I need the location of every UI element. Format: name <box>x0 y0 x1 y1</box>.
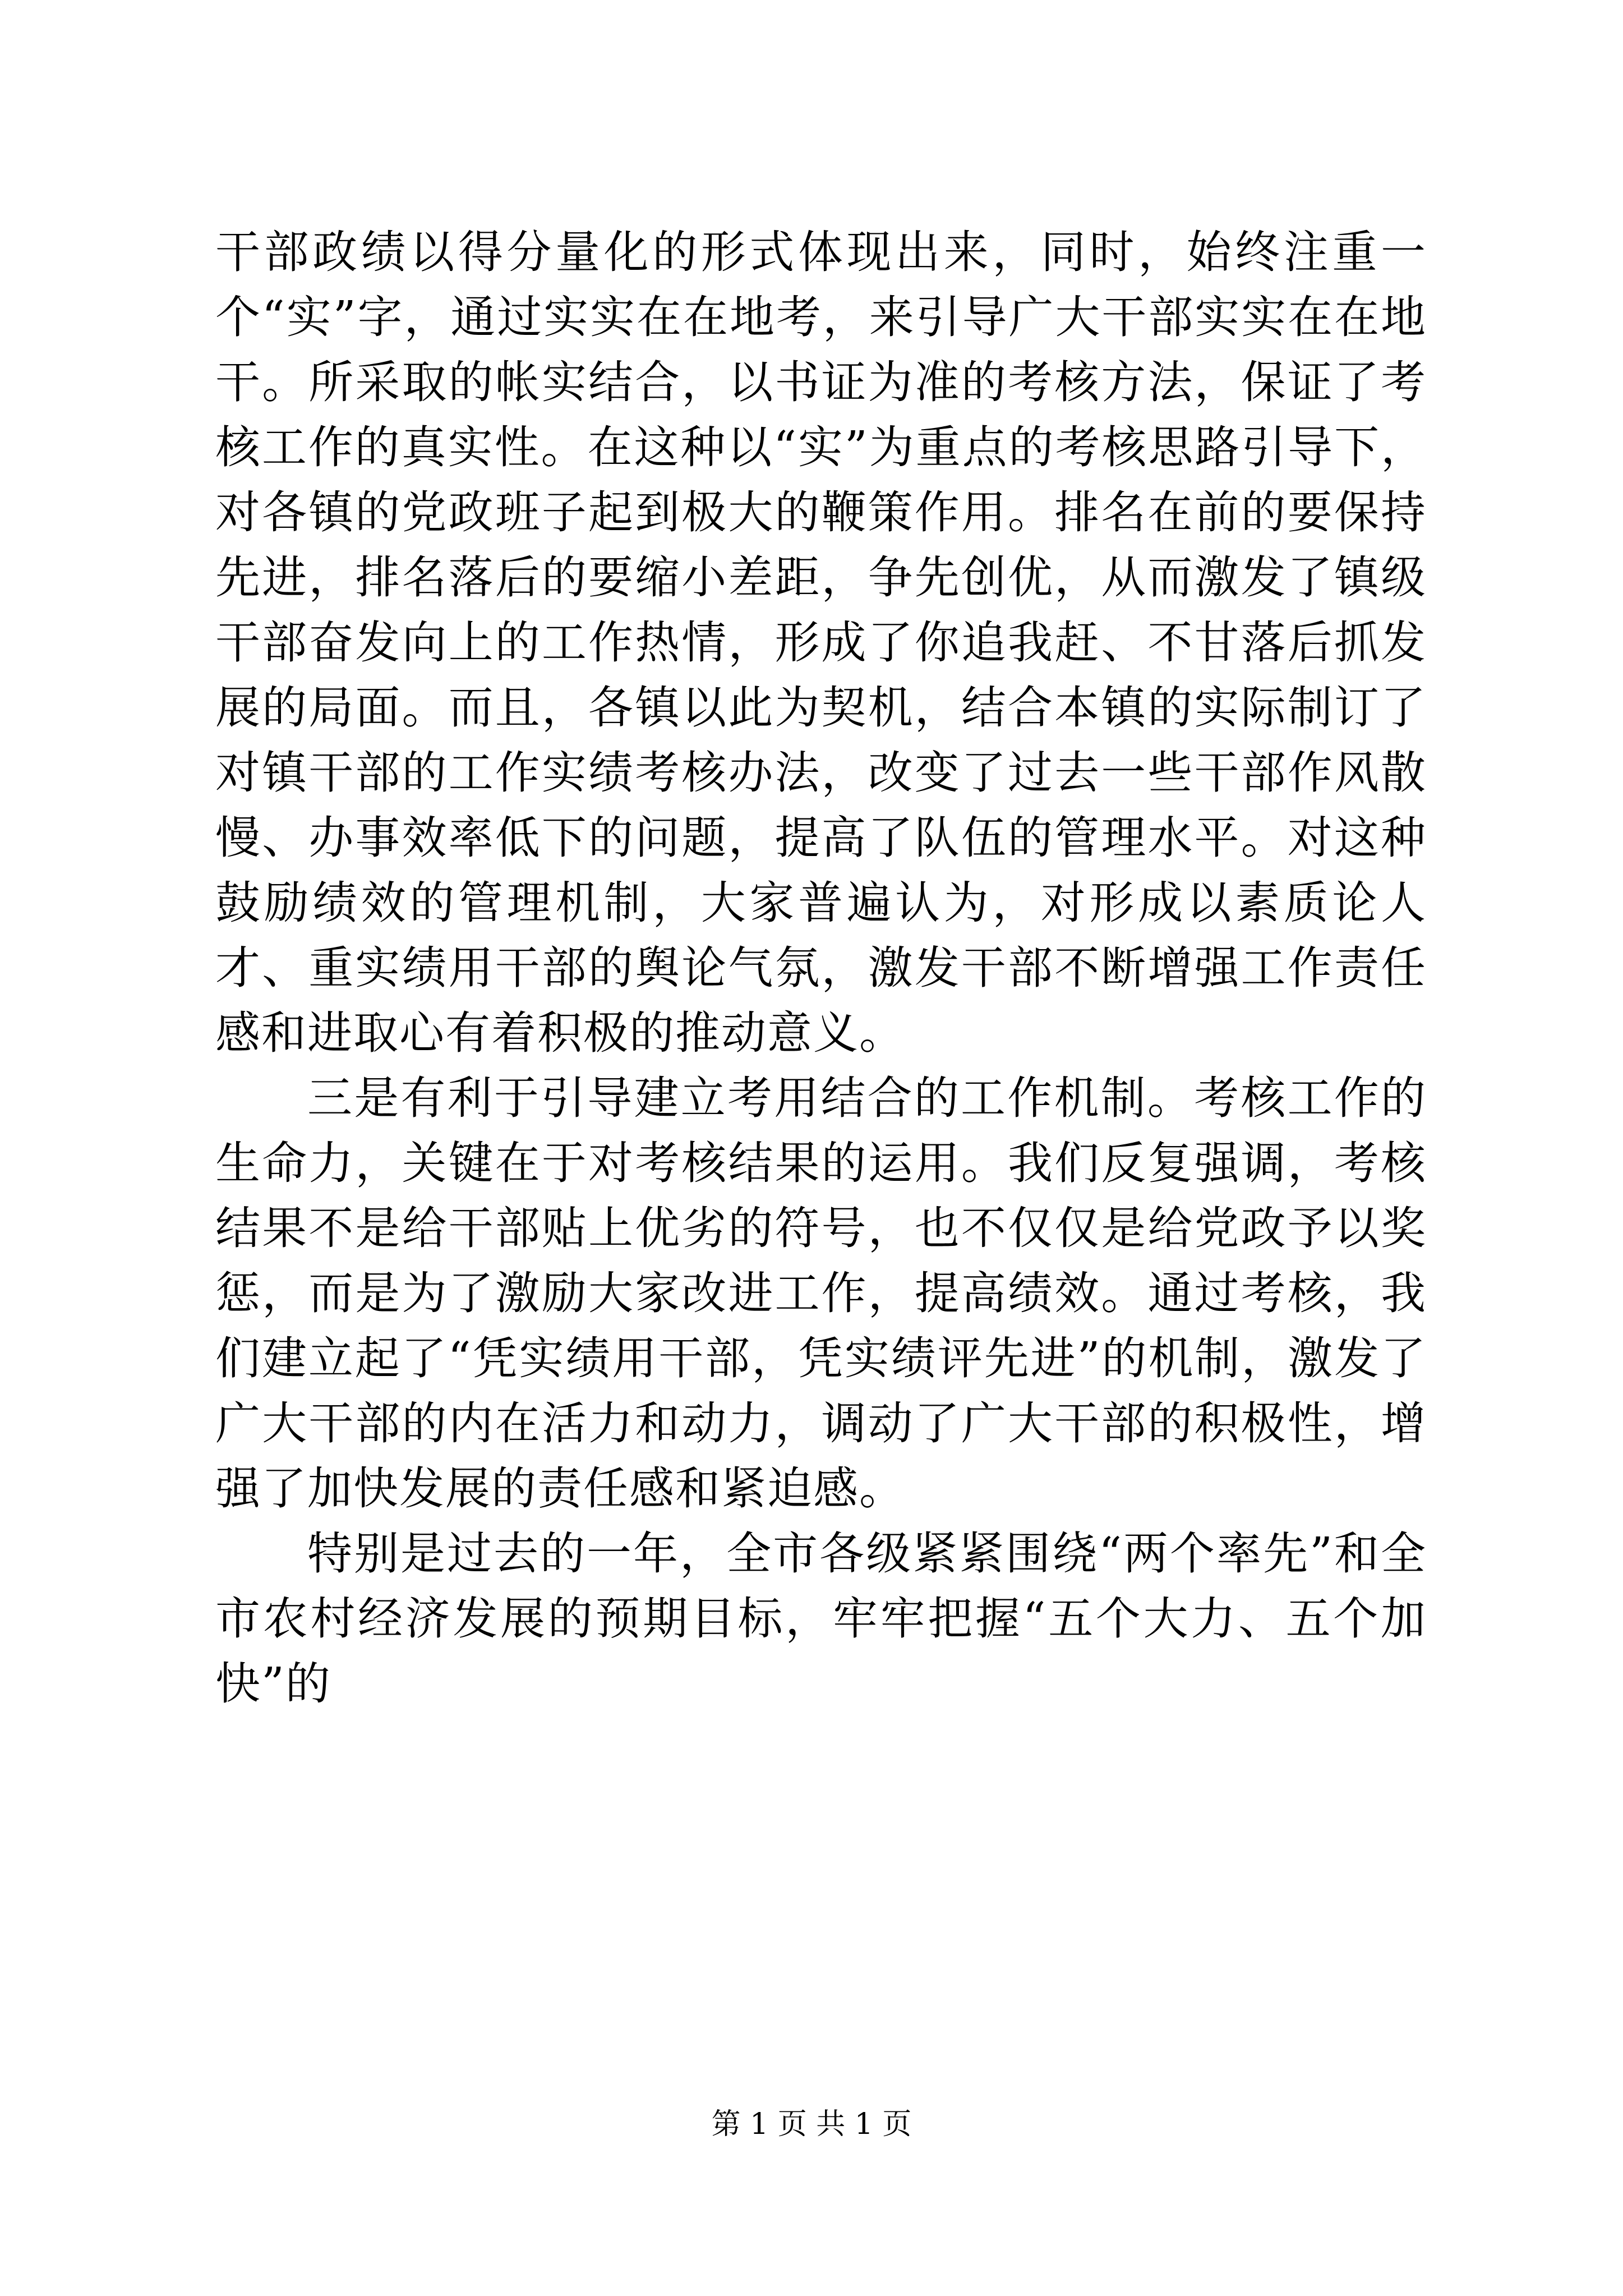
paragraph-2: 三是有利于引导建立考用结合的工作机制。考核工作的生命力，关键在于对考核结果的运用。我们反复强调，考核结果不是给干部贴上优劣的符号，也不仅仅是给党政予以奖惩，而是为了激励大家改进工作，提高绩效。通过考核，我们建立起了“凭实绩用干部，凭实绩评先进”的机制，激发了广大干部的内在活力和动力，调动了广大干部的积极性，增强了加快发展的责任感和紧迫感。 <box>215 1072 1427 1515</box>
document-body <box>215 220 1427 1717</box>
paragraph-1: 干部政绩以得分量化的形式体现出来，同时，始终注重一个“实”字，通过实实在在地考，来引导广大干部实实在在地干。所采取的帐实结合，以书证为准的考核方法，保证了考核工作的真实性。在这种以“实”为重点的考核思路引导下，对各镇的党政班子起到极大的鞭策作用。排名在前的要保持先进，排名落后的要缩小差距，争先创优，从而激发了镇级干部奋发向上的工作热情，形成了你追我赶、不甘落后抓发展的局面。而且，各镇以此为契机，结合本镇的实际制订了对镇干部的工作实绩考核办法，改变了过去一些干部作风散慢、办事效率低下的问题，提高了队伍的管理水平。对这种鼓励绩效的管理机制，大家普遍认为，对形成以素质论人才、重实绩用干部的舆论气氛，激发干部不断增强工作责任感和进取心有着积极的推动意义。 <box>215 226 1427 1059</box>
paragraph-3: 特别是过去的一年，全市各级紧紧围绕“两个率先”和全市农村经济发展的预期目标，牢牢把握“五个大力、五个加快”的 <box>215 1527 1427 1710</box>
page-number-footer: 第 1 页 共 1 页 <box>711 2108 912 2141</box>
